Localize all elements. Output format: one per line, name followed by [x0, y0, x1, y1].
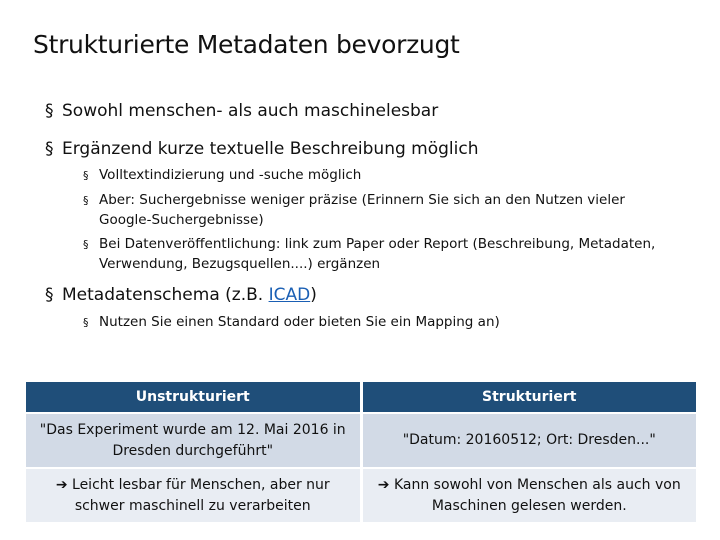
bullet-marker: § — [45, 101, 54, 121]
header-strukturiert: Strukturiert — [361, 382, 696, 413]
arrow-right-icon: ➔ — [55, 476, 68, 493]
cell-example-unstructured: "Das Experiment wurde am 12. Mai 2016 in Dresden durchgeführt" — [26, 413, 361, 468]
bullet-marker: § — [45, 139, 54, 159]
table-row — [26, 468, 696, 522]
sub-bullet-datenveroeffentlichung — [83, 234, 679, 274]
bullet-text — [62, 285, 317, 305]
sub-bullet-marker: § — [83, 316, 89, 329]
sub-bullet-marker: § — [83, 194, 89, 207]
sub-bullet-text: Aber: Suchergebnisse weniger präzise (Erinnern Sie sich an den Nutzen vieler Google-Suchergebnisse) — [99, 192, 625, 228]
table-header-row — [26, 382, 696, 413]
cell-example-structured: "Datum: 20160512; Ort: Dresden..." — [361, 413, 696, 468]
bullet-text: Sowohl menschen- als auch maschinelesbar — [62, 101, 439, 121]
sub-bullet-text: Bei Datenveröffentlichung: link zum Paper oder Report (Beschreibung, Metadaten, Verwendung, Bezugsquellen....) ergänzen — [99, 236, 656, 272]
sub-bullet-text: Nutzen Sie einen Standard oder bieten Sie ein Mapping an) — [99, 314, 500, 330]
cell-text: Leicht lesbar für Menschen, aber nur schwer maschinell zu verarbeiten — [72, 476, 330, 514]
table-row — [26, 413, 696, 468]
bullet-text: Ergänzend kurze textuelle Beschreibung möglich — [62, 139, 479, 159]
sub-bullet-marker: § — [83, 238, 89, 251]
sub-bullet-marker: § — [83, 169, 89, 182]
sub-bullet-suchergebnisse — [83, 190, 679, 230]
sub-bullet-text: Volltextindizierung und -suche möglich — [99, 167, 362, 183]
arrow-right-icon: ➔ — [377, 476, 390, 493]
cell-text: Kann sowohl von Menschen als auch von Maschinen gelesen werden. — [393, 476, 681, 514]
bullet-marker: § — [45, 285, 54, 305]
icad-link[interactable]: ICAD — [268, 285, 311, 305]
cell-assessment-unstructured — [26, 468, 361, 522]
cell-assessment-structured — [361, 468, 696, 522]
slide-title: Strukturierte Metadaten bevorzugt — [33, 30, 460, 59]
header-unstrukturiert: Unstrukturiert — [26, 382, 361, 413]
sub-bullet-standard-mapping — [83, 312, 679, 332]
comparison-table — [26, 382, 696, 522]
bullet-text-after: ) — [310, 285, 317, 305]
sub-bullet-volltext — [83, 165, 679, 185]
bullet-text-before: Metadatenschema (z.B. — [62, 285, 269, 305]
